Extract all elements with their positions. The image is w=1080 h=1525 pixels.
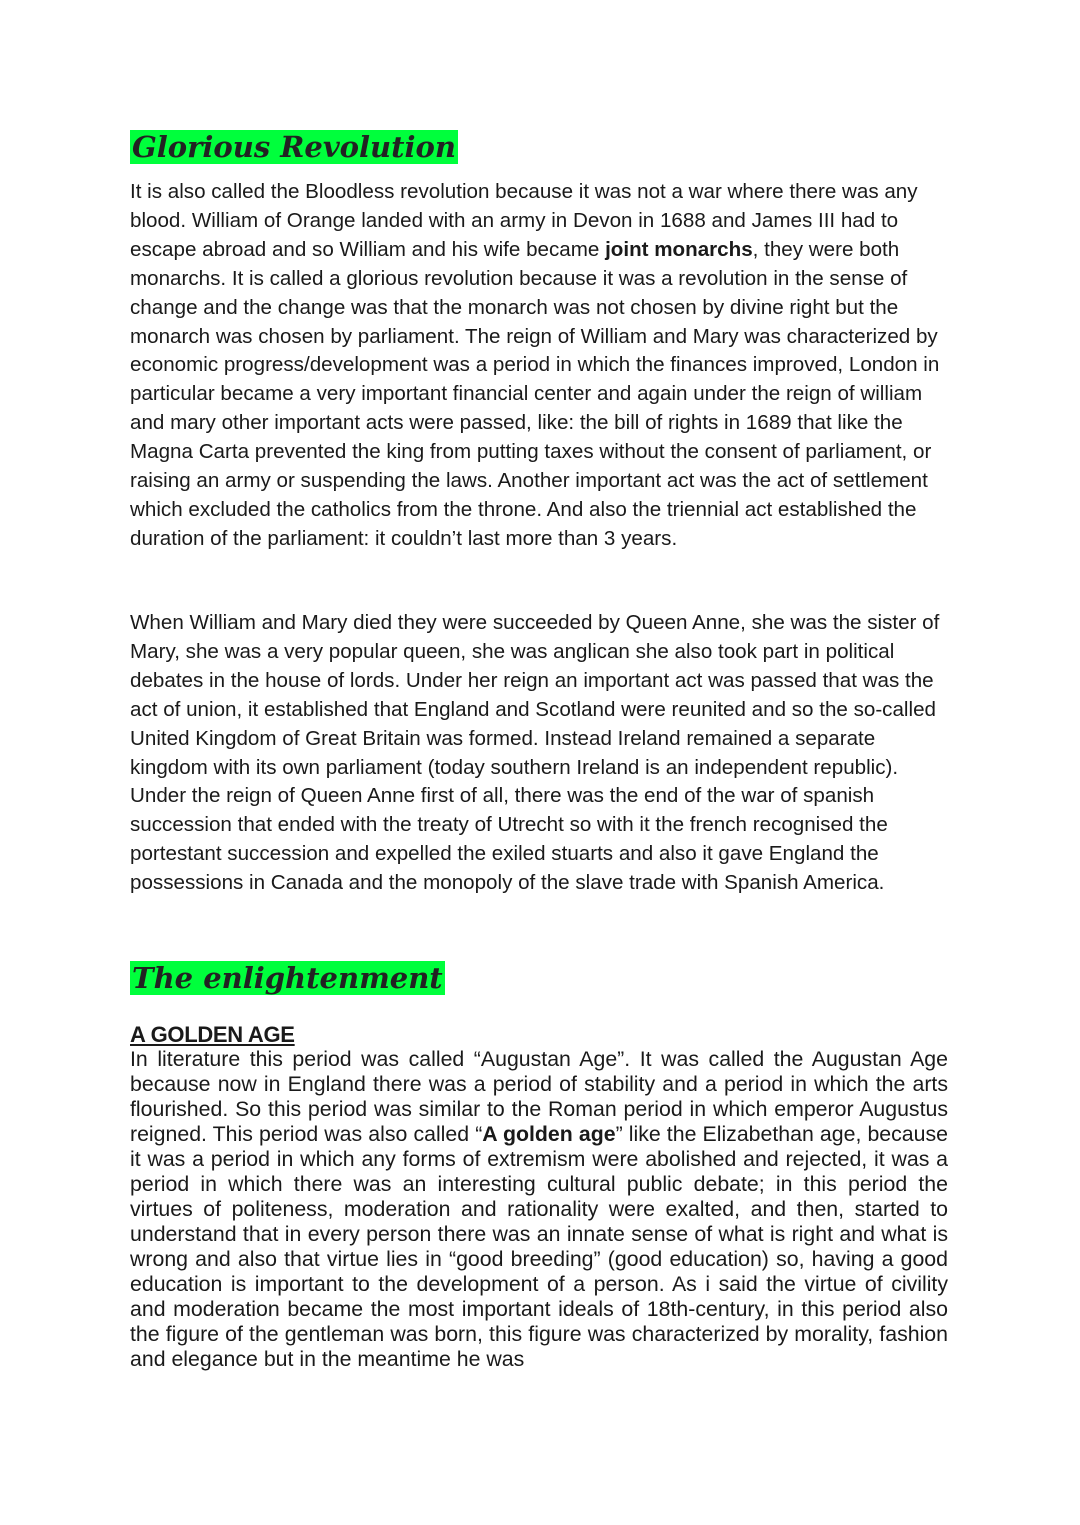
bold-term-golden-age: A golden age — [482, 1122, 616, 1146]
text-run: ” like the Elizabethan age, because it was a period in which any forms of extremism were abolished and rejected, it was a period in which there was an interesting cultural public debate; in this period the virtues of politeness, moderation and rationality were exalted, and then, started to understand that in every person there was an innate sense of what is right and what is wrong and also that virtue lies in “good breeding” (good education) so, having a good education is important to the development of a person. As i said the virtue of civility and moderation became the most important ideals of 18th-century, in this period also the figure of the gentleman was born, this figure was characterized by morality, fashion and elegance but in the meantime he was — [130, 1122, 948, 1371]
section-heading-glorious-revolution: Glorious Revolution — [132, 130, 456, 164]
text-run: It is also called the Bloodless revolution because it was not a war where there was any blood. William of Orange landed with an army in Devon in 1688 and James III had to escape abroad and so William and his wife became — [130, 180, 918, 261]
bold-term-joint-monarchs: joint monarchs — [605, 237, 753, 261]
paragraph-glorious-revolution — [130, 178, 950, 554]
text-run: In literature this period was called “Augustan Age”. It was called the Augustan Age because now in England there was a period of stability and a period in which the arts flourished. So this period was similar to the Roman period in which emperor Augustus reigned. This period was also called “ — [130, 1047, 948, 1146]
section-heading-enlightenment: The enlightenment — [132, 961, 443, 995]
paragraph-augustan-age — [130, 1047, 948, 1372]
paragraph-queen-anne: When William and Mary died they were succeeded by Queen Anne, she was the sister of Mary, she was a very popular queen, she was anglican she also took part in political debates in the house of lords. Under her reign an important act was passed that was the act of union, it established that England and Scotland were reunited and so the so-called United Kingdom of Great Britain was formed. Instead Ireland remained a separate kingdom with its own parliament (today southern Ireland is an independent republic). Under the reign of Queen Anne first of all, there was the end of the war of spanish succession that ended with the treaty of Utrecht so with it the french recognised the portestant succession and expelled the exiled stuarts and also it gave England the possessions in Canada and the monopoly of the slave trade with Spanish America. — [130, 611, 940, 895]
text-run: , they were both monarchs. It is called a glorious revolution because it was a revolution in the sense of change and the change was that the monarch was not chosen by divine right but the monarch was chosen by parliament. The reign of William and Mary was characterized by economic progress/development was a period in which the finances improved, London in particular became a very important financial center and again under the reign of william and mary other important acts were passed, like: the bill of rights in 1689 that like the Magna Carta prevented the king from putting taxes without the consent of parliament, or raising an army or suspending the laws. Another important act was the act of settlement which excluded the catholics from the throne. And also the triennial act established the duration of the parliament: it couldn’t last more than 3 years. — [130, 237, 940, 550]
subheading-golden-age: A GOLDEN AGE — [130, 1022, 295, 1047]
